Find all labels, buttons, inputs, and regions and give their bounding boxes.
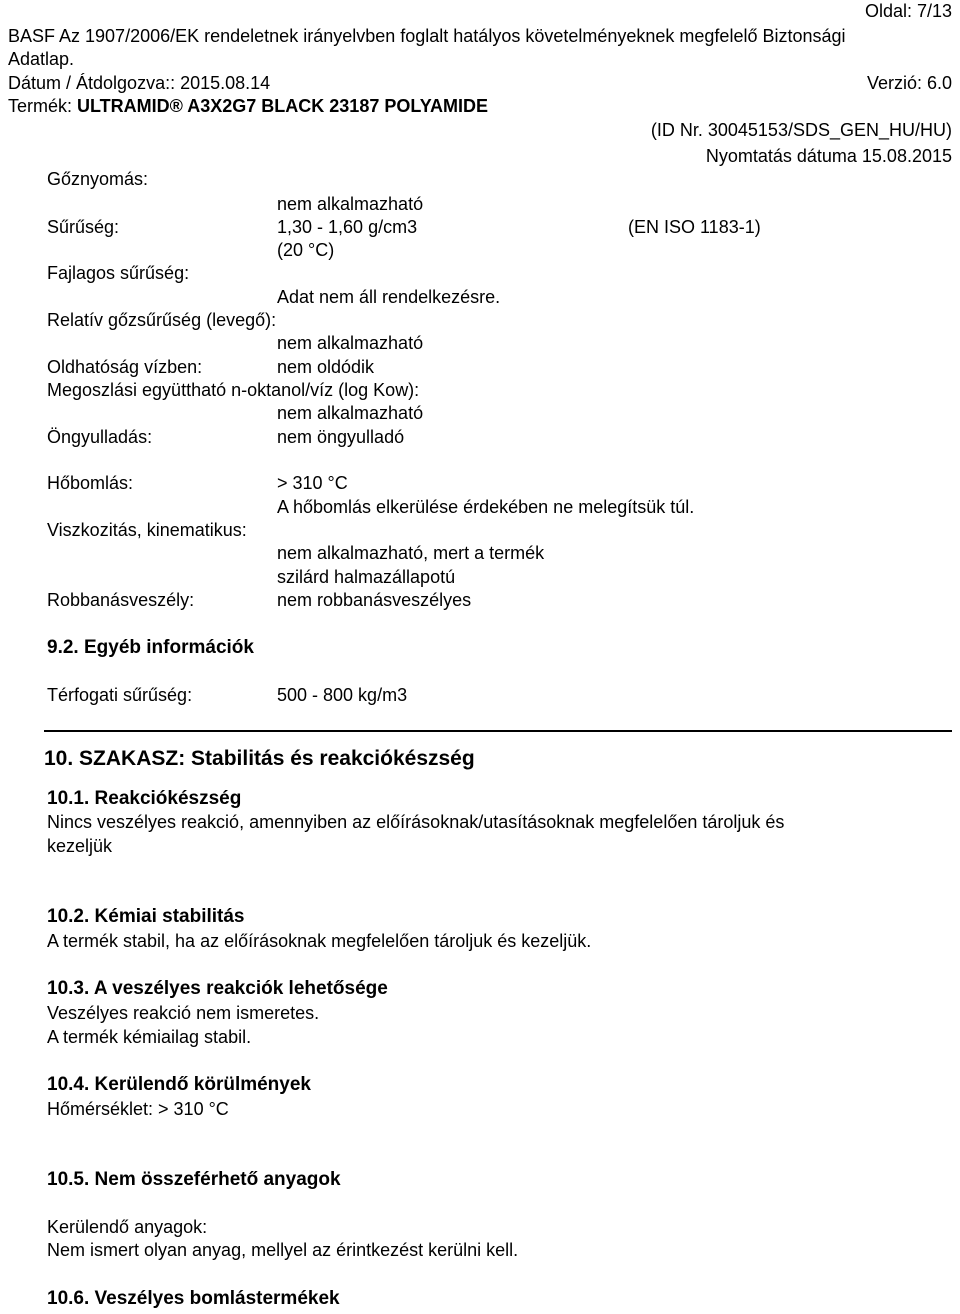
thermal-decomposition-value: > 310 °C	[277, 473, 348, 493]
vapor-pressure-value: nem alkalmazható	[277, 194, 424, 214]
document-id: (ID Nr. 30045153/SDS_GEN_HU/HU)	[650, 120, 952, 140]
hazardous-reactions-line2: A termék kémiailag stabil.	[47, 1027, 252, 1047]
chemical-stability-text: A termék stabil, ha az előírásoknak megfelelően tároljuk és kezeljük.	[47, 931, 592, 951]
product-line	[8, 95, 488, 118]
hazardous-reactions-heading: 10.3. A veszélyes reakciók lehetősége	[47, 978, 388, 999]
decomposition-products-heading: 10.6. Veszélyes bomlástermékek	[47, 1288, 340, 1309]
thermal-decomposition-label: Hőbomlás:	[47, 473, 134, 493]
viscosity-value-line1: nem alkalmazható, mert a termék	[277, 543, 545, 563]
other-info-heading: 9.2. Egyéb információk	[47, 637, 254, 658]
density-method: (EN ISO 1183-1)	[628, 217, 761, 237]
product-name: ULTRAMID® A3X2G7 BLACK 23187 POLYAMIDE	[77, 96, 489, 116]
reactivity-text-line1: Nincs veszélyes reakció, amennyiben az előírásoknak/utasításoknak megfelelően tároljuk és	[47, 812, 785, 832]
hazardous-reactions-line1: Veszélyes reakció nem ismeretes.	[47, 1003, 320, 1023]
incompatible-materials-text: Nem ismert olyan anyag, mellyel az érintkezést kerülni kell.	[47, 1240, 519, 1260]
explosion-hazard-value: nem robbanásveszélyes	[277, 590, 472, 610]
product-prefix: Termék:	[8, 96, 78, 116]
print-date: Nyomtatás dátuma 15.08.2015	[705, 146, 952, 166]
water-solubility-value: nem oldódik	[277, 357, 375, 377]
reactivity-heading: 10.1. Reakciókészség	[47, 788, 242, 809]
reactivity-text-line2: kezeljük	[47, 836, 113, 856]
regulation-line-2: Adatlap.	[8, 49, 75, 69]
conditions-to-avoid-heading: 10.4. Kerülendő körülmények	[47, 1074, 311, 1095]
page-number: Oldal: 7/13	[864, 1, 952, 21]
version: Verzió: 6.0	[866, 73, 952, 93]
specific-density-label: Fajlagos sűrűség:	[47, 263, 190, 283]
partition-coefficient-label: Megoszlási együttható n-oktanol/víz (log Kow):	[47, 380, 420, 400]
materials-to-avoid-label: Kerülendő anyagok:	[47, 1217, 208, 1237]
incompatible-materials-heading: 10.5. Nem összeférhető anyagok	[47, 1169, 341, 1190]
conditions-to-avoid-text: Hőmérséklet: > 310 °C	[47, 1099, 229, 1119]
relative-vapor-density-value: nem alkalmazható	[277, 333, 424, 353]
section-divider	[44, 730, 952, 732]
section-10-title: 10. SZAKASZ: Stabilitás és reakciókészség	[44, 747, 475, 770]
regulation-line-1: BASF Az 1907/2006/EK rendeletnek irányelvben foglalt hatályos követelményeknek megfelelő Biztonsági	[8, 26, 846, 46]
relative-vapor-density-label: Relatív gőzsűrűség (levegő):	[47, 310, 277, 330]
specific-density-value: Adat nem áll rendelkezésre.	[277, 287, 501, 307]
vapor-pressure-label: Gőznyomás:	[47, 169, 149, 189]
density-value: 1,30 - 1,60 g/cm3	[277, 217, 418, 237]
bulk-density-label: Térfogati sűrűség:	[47, 685, 193, 705]
self-ignition-value: nem öngyulladó	[277, 427, 405, 447]
revision-date: Dátum / Átdolgozva:: 2015.08.14	[8, 73, 271, 93]
viscosity-label: Viszkozitás, kinematikus:	[47, 520, 247, 540]
density-label: Sűrűség:	[47, 217, 120, 237]
viscosity-value-line2: szilárd halmazállapotú	[277, 567, 456, 587]
partition-coefficient-value: nem alkalmazható	[277, 403, 424, 423]
chemical-stability-heading: 10.2. Kémiai stabilitás	[47, 906, 245, 927]
bulk-density-value: 500 - 800 kg/m3	[277, 685, 408, 705]
explosion-hazard-label: Robbanásveszély:	[47, 590, 195, 610]
thermal-decomposition-note: A hőbomlás elkerülése érdekében ne melegítsük túl.	[277, 497, 695, 517]
water-solubility-label: Oldhatóság vízben:	[47, 357, 203, 377]
self-ignition-label: Öngyulladás:	[47, 427, 153, 447]
density-temperature: (20 °C)	[277, 240, 335, 260]
